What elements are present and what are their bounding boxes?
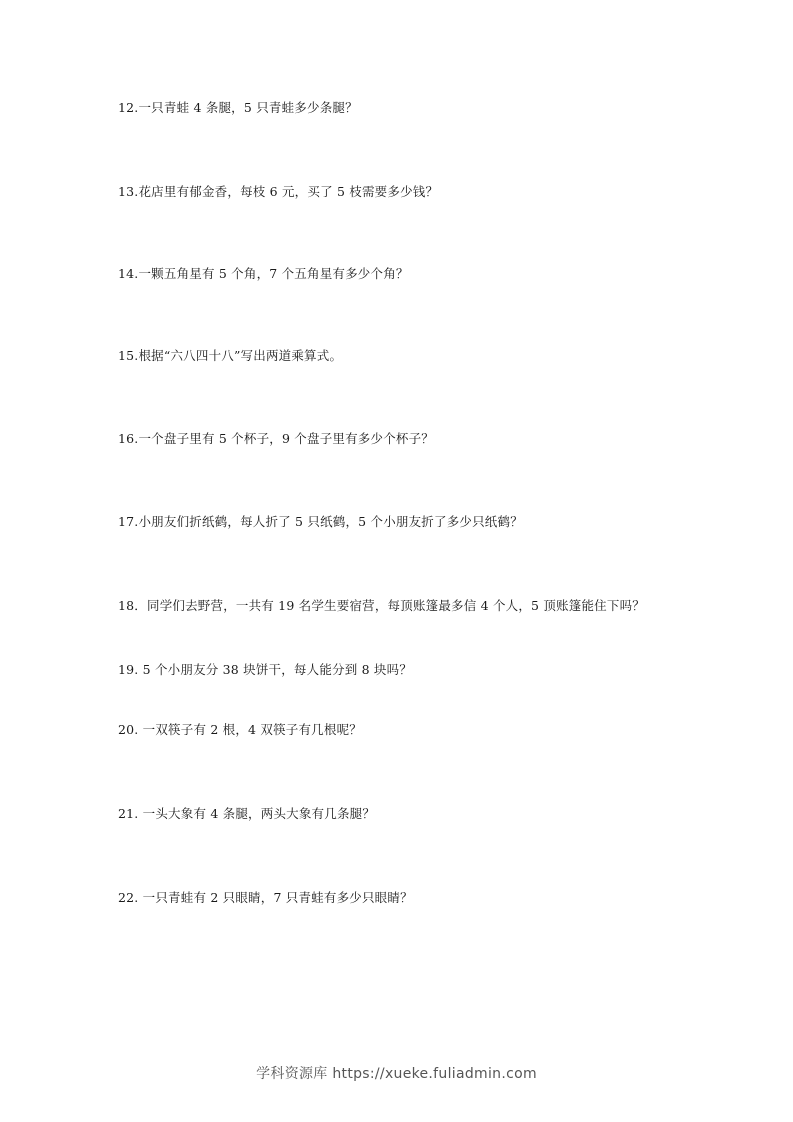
question-22: 22. 一只青蛙有 2 只眼睛，7 只青蛙有多少只眼睛？ [118,890,413,905]
question-15: 15.根据“六八四十八”写出两道乘算式。 [118,348,343,363]
question-21: 21. 一头大象有 4 条腿，两头大象有几条腿？ [118,806,376,821]
footer-watermark: 学科资源库 https://xueke.fuliadmin.com [256,1066,537,1082]
question-14: 14.一颗五角星有 5 个角，7 个五角星有多少个角？ [118,266,409,281]
question-20: 20. 一双筷子有 2 根，4 双筷子有几根呢？ [118,722,362,737]
question-18: 18．同学们去野营，一共有 19 名学生要宿营，每顶账篷最多信 4 个人，5 顶账篷能住下吗？ [118,598,645,613]
question-17: 17.小朋友们折纸鹤，每人折了 5 只纸鹤，5 个小朋友折了多少只纸鹤？ [118,514,523,529]
question-19: 19. 5 个小朋友分 38 块饼干，每人能分到 8 块吗？ [118,662,413,677]
question-12: 12.一只青蛙 4 条腿，5 只青蛙多少条腿？ [118,100,358,115]
question-13: 13.花店里有郁金香，每枝 6 元，买了 5 枝需要多少钱？ [118,184,439,199]
question-16: 16.一个盘子里有 5 个杯子，9 个盘子里有多少个杯子？ [118,431,435,446]
